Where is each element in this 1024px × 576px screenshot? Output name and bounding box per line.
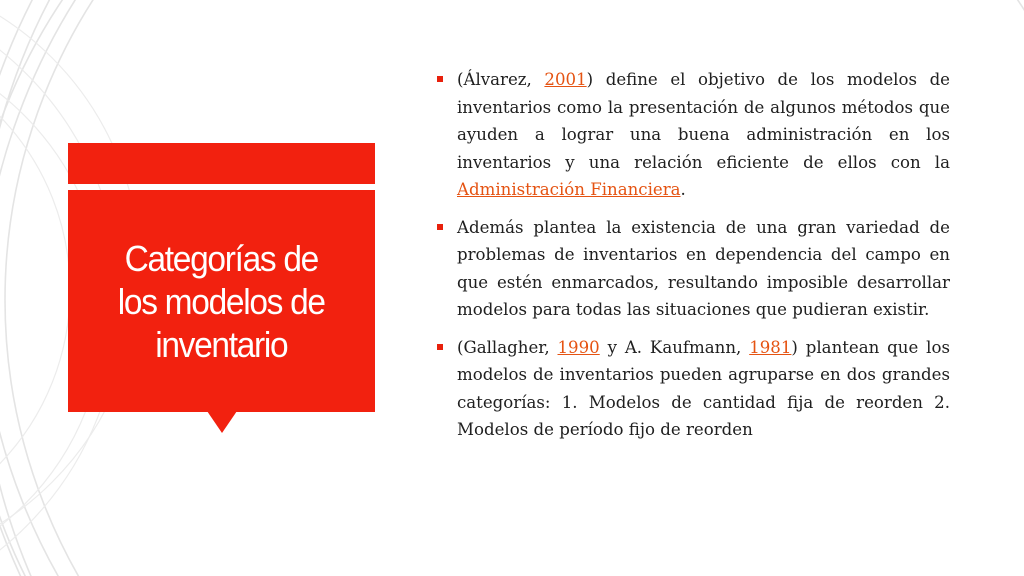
square-bullet-icon (437, 76, 443, 82)
title-line-3: inventario (155, 323, 288, 365)
square-bullet-icon (437, 344, 443, 350)
bullet-gallagher (436, 334, 950, 444)
bullet-ademas (436, 214, 950, 324)
text: (Gallagher, (457, 337, 558, 357)
title-panel-pointer (207, 411, 237, 433)
content-area (436, 66, 950, 454)
title-line-1: Categorías de (124, 237, 319, 279)
bullet-alvarez (436, 66, 950, 204)
slide-title (105, 237, 338, 366)
title-panel (68, 190, 375, 412)
text: y A. Kaufmann, (599, 337, 750, 357)
text: (Álvarez, (457, 70, 545, 89)
title-line-2: los modelos de (118, 280, 325, 322)
link-administracion-financiera[interactable]: Administración Financiera (457, 180, 681, 199)
link-2001[interactable]: 2001 (544, 70, 587, 89)
link-1990[interactable]: 1990 (557, 337, 600, 357)
text: ) plantean que los modelos de inventarios pueden agruparse en dos grandes categorías: 1. Modelos de cantidad fija de reorden 2. Modelos de período fijo de reorden (457, 337, 950, 439)
bullet-list (436, 66, 950, 444)
square-bullet-icon (437, 224, 443, 230)
text: ) define el objetivo de los modelos de inventarios como la presentación de algunos métodos que ayuden a lograr una buena administración en los inventarios y una relación eficiente de ellos con la (457, 70, 951, 172)
link-1981[interactable]: 1981 (749, 337, 792, 357)
title-accent-bar (68, 143, 375, 184)
text: . (680, 180, 686, 199)
text: Además plantea la existencia de una gran variedad de problemas de inventarios en dependencia del campo en que estén enmarcados, resultando imposible desarrollar modelos para todas las situaciones que pudieran existir. (457, 217, 950, 319)
